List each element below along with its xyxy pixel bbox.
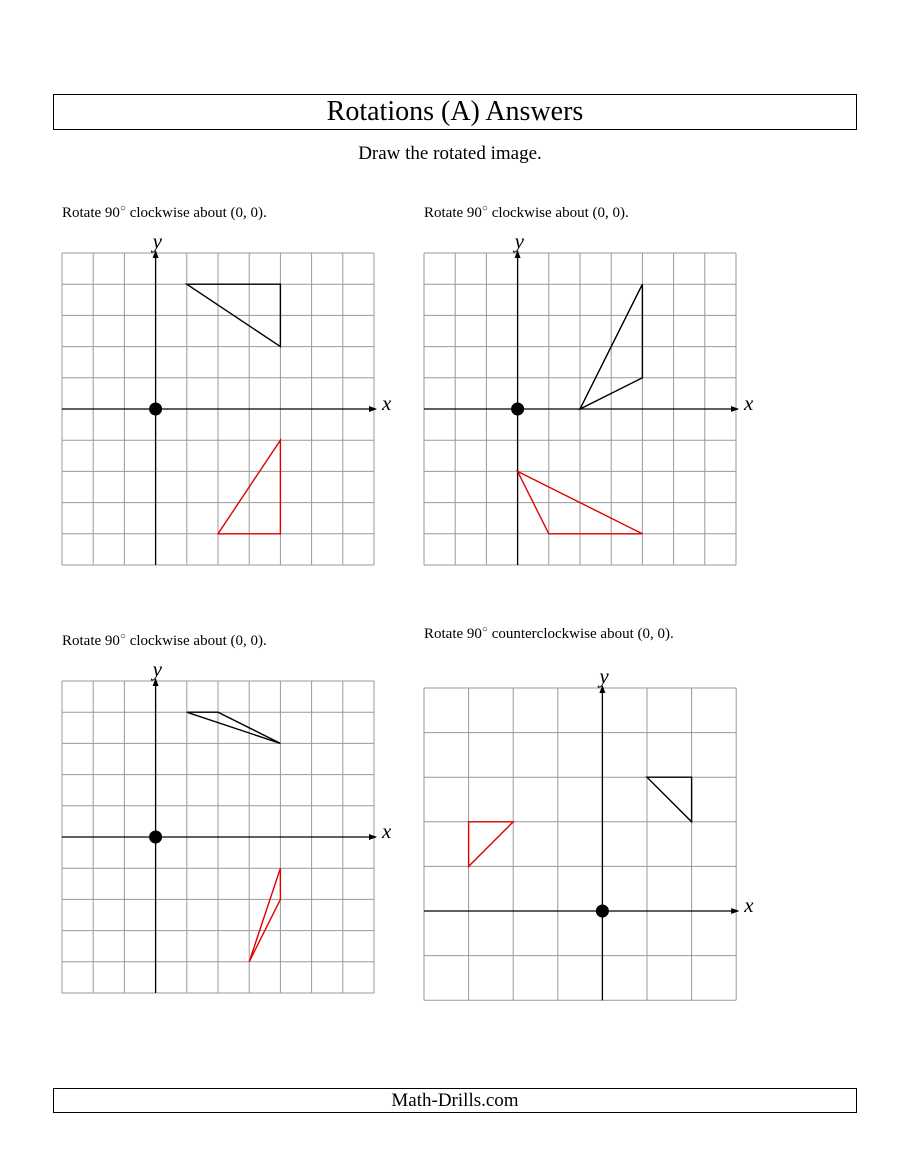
grid-plot-3 bbox=[62, 657, 392, 993]
instruction-prefix: Rotate 90 bbox=[62, 205, 120, 221]
footer: Math-Drills.com bbox=[53, 1088, 857, 1113]
origin-point bbox=[596, 905, 609, 918]
grid-plot-1 bbox=[62, 229, 392, 565]
instruction-prefix: Rotate 90 bbox=[424, 205, 482, 221]
grid-lines bbox=[424, 688, 736, 1000]
degree-symbol: ○ bbox=[119, 631, 126, 642]
x-axis-label: x bbox=[744, 391, 754, 415]
instruction-suffix: clockwise about (0, 0). bbox=[125, 633, 267, 649]
x-axis-label: x bbox=[382, 391, 392, 415]
y-axis-label: y bbox=[514, 229, 524, 253]
rotated-triangle bbox=[469, 822, 514, 867]
origin-point bbox=[511, 403, 524, 416]
instruction-suffix: counterclockwise about (0, 0). bbox=[487, 626, 674, 642]
origin-point bbox=[149, 831, 162, 844]
x-axis-label: x bbox=[744, 893, 754, 917]
grid-plot-4 bbox=[424, 664, 754, 1000]
instruction-suffix: clockwise about (0, 0). bbox=[487, 205, 629, 221]
page-subtitle: Draw the rotated image. bbox=[358, 143, 542, 164]
original-triangle bbox=[647, 777, 692, 822]
grid-plot-2 bbox=[424, 229, 754, 565]
page-title: Rotations (A) Answers bbox=[53, 94, 857, 130]
instruction-prefix: Rotate 90 bbox=[424, 626, 482, 642]
y-axis-label: y bbox=[152, 229, 162, 253]
y-axis-label: y bbox=[599, 664, 609, 688]
original-triangle bbox=[187, 712, 281, 743]
instruction-suffix: clockwise about (0, 0). bbox=[125, 205, 267, 221]
origin-point bbox=[149, 403, 162, 416]
rotated-triangle bbox=[249, 868, 280, 962]
instruction-prefix: Rotate 90 bbox=[62, 633, 120, 649]
y-axis-label: y bbox=[152, 657, 162, 681]
degree-symbol: ○ bbox=[481, 624, 488, 635]
degree-symbol: ○ bbox=[481, 203, 488, 214]
degree-symbol: ○ bbox=[119, 203, 126, 214]
x-axis-label: x bbox=[382, 819, 392, 843]
